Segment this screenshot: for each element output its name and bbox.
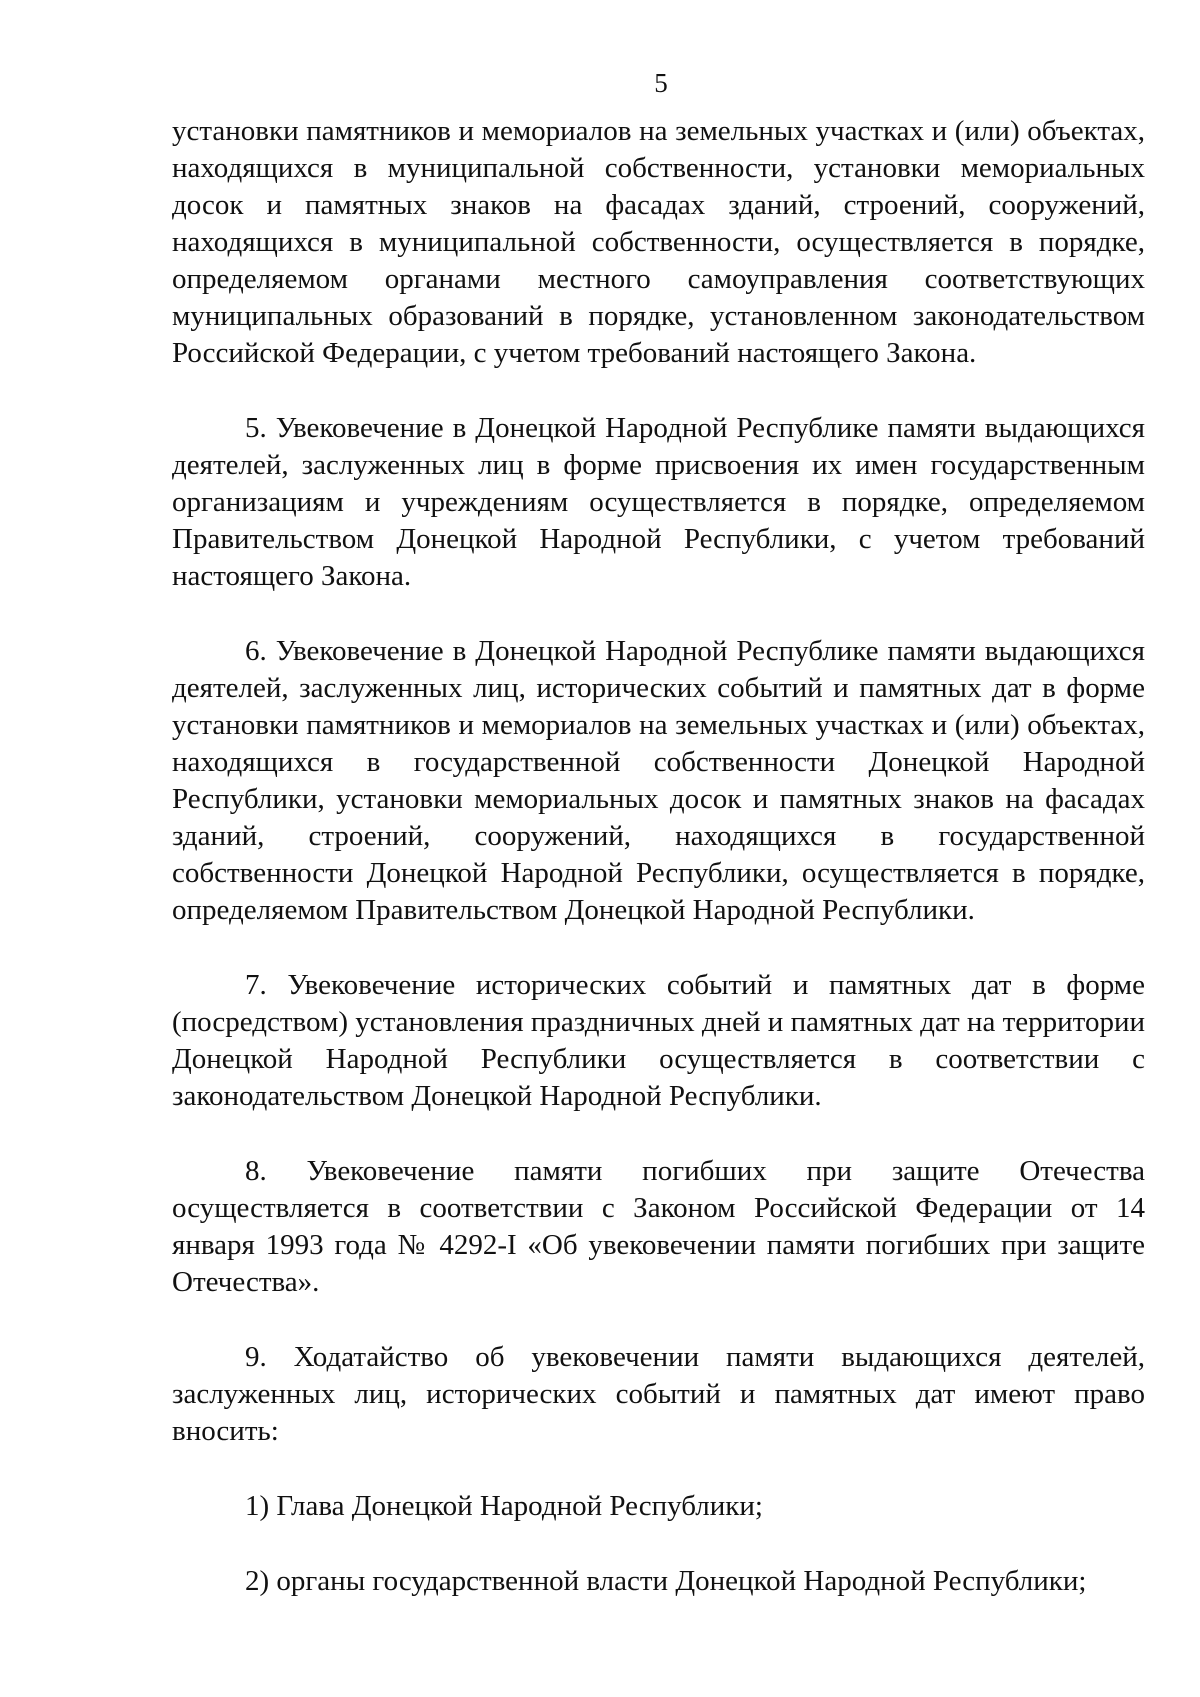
list-item-2: 2) органы государственной власти Донецкой Народной Республики; bbox=[245, 1565, 1087, 1597]
list-item-1: 1) Глава Донецкой Народной Республики; bbox=[245, 1490, 763, 1522]
page-number: 5 bbox=[654, 68, 668, 98]
document-body bbox=[172, 113, 1145, 1600]
paragraph-item-8: 8. Увековечение памяти погибших при защите Отечества осуществляется в соответствии с Законом Российской Федерации от 14 января 1993 года № 4292-I «Об увековечении памяти погибших при защите Отечества». bbox=[172, 1155, 1146, 1298]
paragraph-item-5: 5. Увековечение в Донецкой Народной Республике памяти выдающихся деятелей, заслуженных лиц в форме присвоения их имен государственным организациям и учреждениям осуществляется в порядке, определяемом Правительством Донецкой Народной Республики, с учетом требований настоящего Закона. bbox=[172, 412, 1145, 592]
paragraph-item-6: 6. Увековечение в Донецкой Народной Республике памяти выдающихся деятелей, заслуженных лиц, исторических событий и памятных дат в форме установки памятников и мемориалов на земельных участках и (или) объектах, находящихся в государственной собственности Донецкой Народной Республики, установки мемориальных досок и памятных знаков на фасадах зданий, строений, сооружений, находящихся в государственной собственности Донецкой Народной Республики, осуществляется в порядке, определяемом Правительством Донецкой Народной Республики. bbox=[172, 635, 1145, 926]
paragraph-item-9: 9. Ходатайство об увековечении памяти выдающихся деятелей, заслуженных лиц, исторических событий и памятных дат имеют право вносить: bbox=[172, 1341, 1145, 1447]
paragraph-item-7: 7. Увековечение исторических событий и памятных дат в форме (посредством) установления праздничных дней и памятных дат на территории Донецкой Народной Республики осуществляется в соответствии с законодательством Донецкой Народной Республики. bbox=[172, 969, 1145, 1112]
paragraph-continuation: установки памятников и мемориалов на земельных участках и (или) объектах, находящихся в муниципальной собственности, установки мемориальных досок и памятных знаков на фасадах зданий, строений, сооружений, находящихся в муниципальной собственности, осуществляется в порядке, определяемом органами местного самоуправления соответствующих муниципальных образований в порядке, установленном законодательством Российской Федерации, с учетом требований настоящего Закона. bbox=[172, 115, 1145, 369]
